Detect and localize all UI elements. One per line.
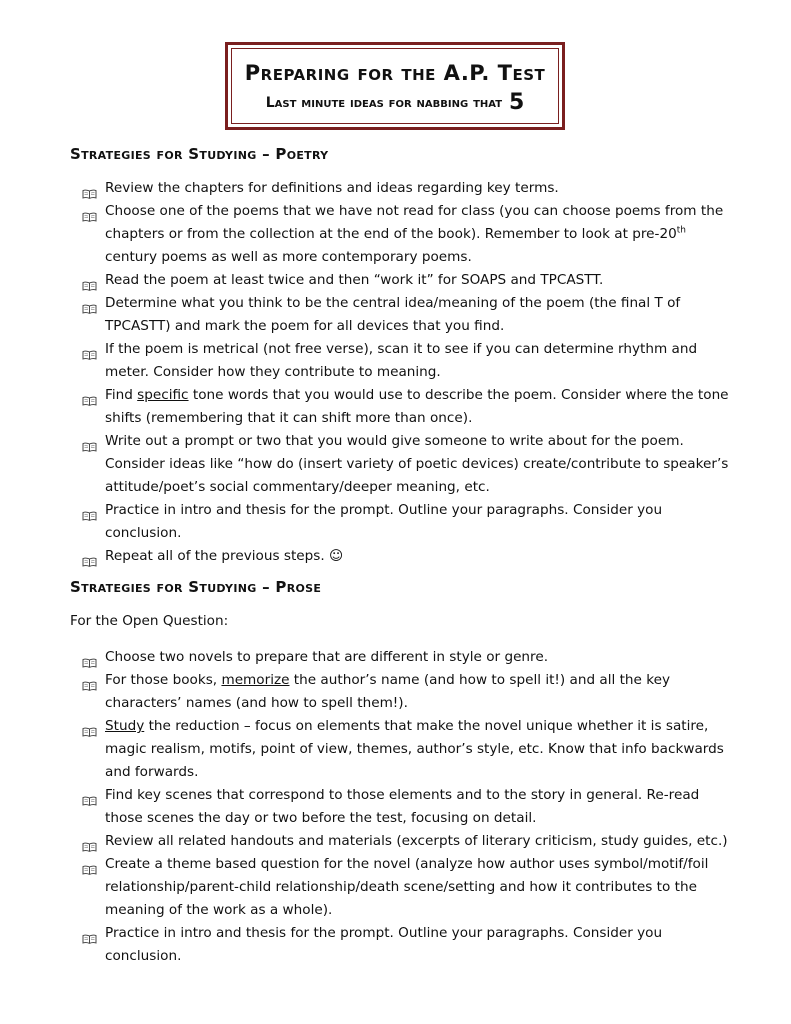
open-book-icon	[82, 506, 97, 516]
open-book-icon	[82, 552, 97, 562]
open-book-icon	[82, 929, 97, 939]
open-book-icon	[82, 837, 97, 847]
list-item-text: If the poem is metrical (not free verse), scan it to see if you can determine rhythm and meter. Consider how they contribute to meaning.	[105, 341, 698, 380]
list-item-text: For those books,	[105, 672, 222, 688]
title-inner-border	[231, 48, 559, 124]
list-item	[80, 430, 730, 499]
open-book-icon	[82, 345, 97, 355]
list-item-text: Choose two novels to prepare that are different in style or genre.	[105, 649, 549, 665]
list-item-text: the author’s name (and how to spell it!) and all the key characters’ names (and how to spell them!).	[105, 672, 671, 711]
open-book-icon	[82, 299, 97, 309]
list-item	[80, 715, 730, 784]
open-book-icon	[82, 391, 97, 401]
list-item-text: Determine what you think to be the central idea/meaning of the poem (the final T of TPCASTT) and mark the poem for all devices that you find.	[105, 295, 681, 334]
list-item	[80, 200, 730, 269]
list-item-text: Read the poem at least twice and then “work it” for SOAPS and TPCASTT.	[105, 272, 604, 288]
open-book-icon	[82, 437, 97, 447]
poetry-heading: Strategies for Studying – Poetry	[70, 145, 329, 163]
open-book-icon	[82, 276, 97, 286]
list-item	[80, 830, 730, 853]
open-book-icon	[82, 676, 97, 686]
page-subtitle	[232, 90, 558, 116]
subtitle-number: 5	[508, 90, 525, 115]
list-item	[80, 545, 730, 568]
list-item-text: Review all related handouts and materials (excerpts of literary criticism, study guides, etc.)	[105, 833, 728, 849]
open-book-icon	[82, 207, 97, 217]
list-item-text: Practice in intro and thesis for the prompt. Outline your paragraphs. Consider you conclusion.	[105, 502, 663, 541]
list-item-text: Practice in intro and thesis for the prompt. Outline your paragraphs. Consider you conclusion.	[105, 925, 663, 964]
prose-strategies-list	[80, 646, 730, 968]
underlined-word: specific	[137, 387, 189, 403]
open-book-icon	[82, 722, 97, 732]
list-item	[80, 499, 730, 545]
list-item-text: tone words that you would use to describe the poem. Consider where the tone shifts (remembering that it can shift more than once).	[105, 387, 729, 426]
list-item	[80, 646, 730, 669]
list-item-text: Review the chapters for definitions and ideas regarding key terms.	[105, 180, 559, 196]
list-item-text: Write out a prompt or two that you would give someone to write about for the poem. Consider ideas like “how do (insert variety of poetic devices) create/contribute to speaker’s attitude/poet’s social commentary/deeper meaning, etc.	[105, 433, 729, 495]
list-item-text: the reduction – focus on elements that make the novel unique whether it is satire, magic realism, motifs, point of view, themes, author’s style, etc. Know that info backwards and forwards.	[105, 718, 724, 780]
list-item-text: Find key scenes that correspond to those elements and to the story in general. Re-read those scenes the day or two before the test, focusing on detail.	[105, 787, 700, 826]
list-item-text: century poems as well as more contemporary poems.	[105, 249, 472, 265]
title-box	[225, 42, 565, 130]
list-item	[80, 292, 730, 338]
underlined-word: memorize	[221, 672, 290, 688]
list-item	[80, 384, 730, 430]
prose-intro: For the Open Question:	[70, 613, 229, 629]
open-book-icon	[82, 653, 97, 663]
underlined-word: Study	[105, 718, 145, 734]
list-item	[80, 853, 730, 922]
list-item	[80, 784, 730, 830]
open-book-icon	[82, 791, 97, 801]
list-item-text: Choose one of the poems that we have not read for class (you can choose poems from the chapters or from the collection at the end of the book). Remember to look at pre-20	[105, 203, 724, 242]
open-book-icon	[82, 184, 97, 194]
list-item	[80, 338, 730, 384]
list-item-text: Create a theme based question for the novel (analyze how author uses symbol/motif/foil relationship/parent-child relationship/death scene/setting and how it contributes to the meaning of the work as a whole).	[105, 856, 709, 918]
list-item	[80, 922, 730, 968]
list-item	[80, 669, 730, 715]
open-book-icon	[82, 860, 97, 870]
page-title: Preparing for the A.P. Test	[244, 61, 546, 85]
subtitle-text: Last minute ideas for nabbing that	[265, 95, 503, 111]
list-item	[80, 177, 730, 200]
list-item-text: Repeat all of the previous steps. ☺	[105, 548, 344, 564]
superscript: th	[676, 225, 686, 236]
poetry-strategies-list	[80, 177, 730, 568]
list-item	[80, 269, 730, 292]
list-item-text: Find	[105, 387, 138, 403]
prose-heading: Strategies for Studying – Prose	[70, 578, 322, 596]
